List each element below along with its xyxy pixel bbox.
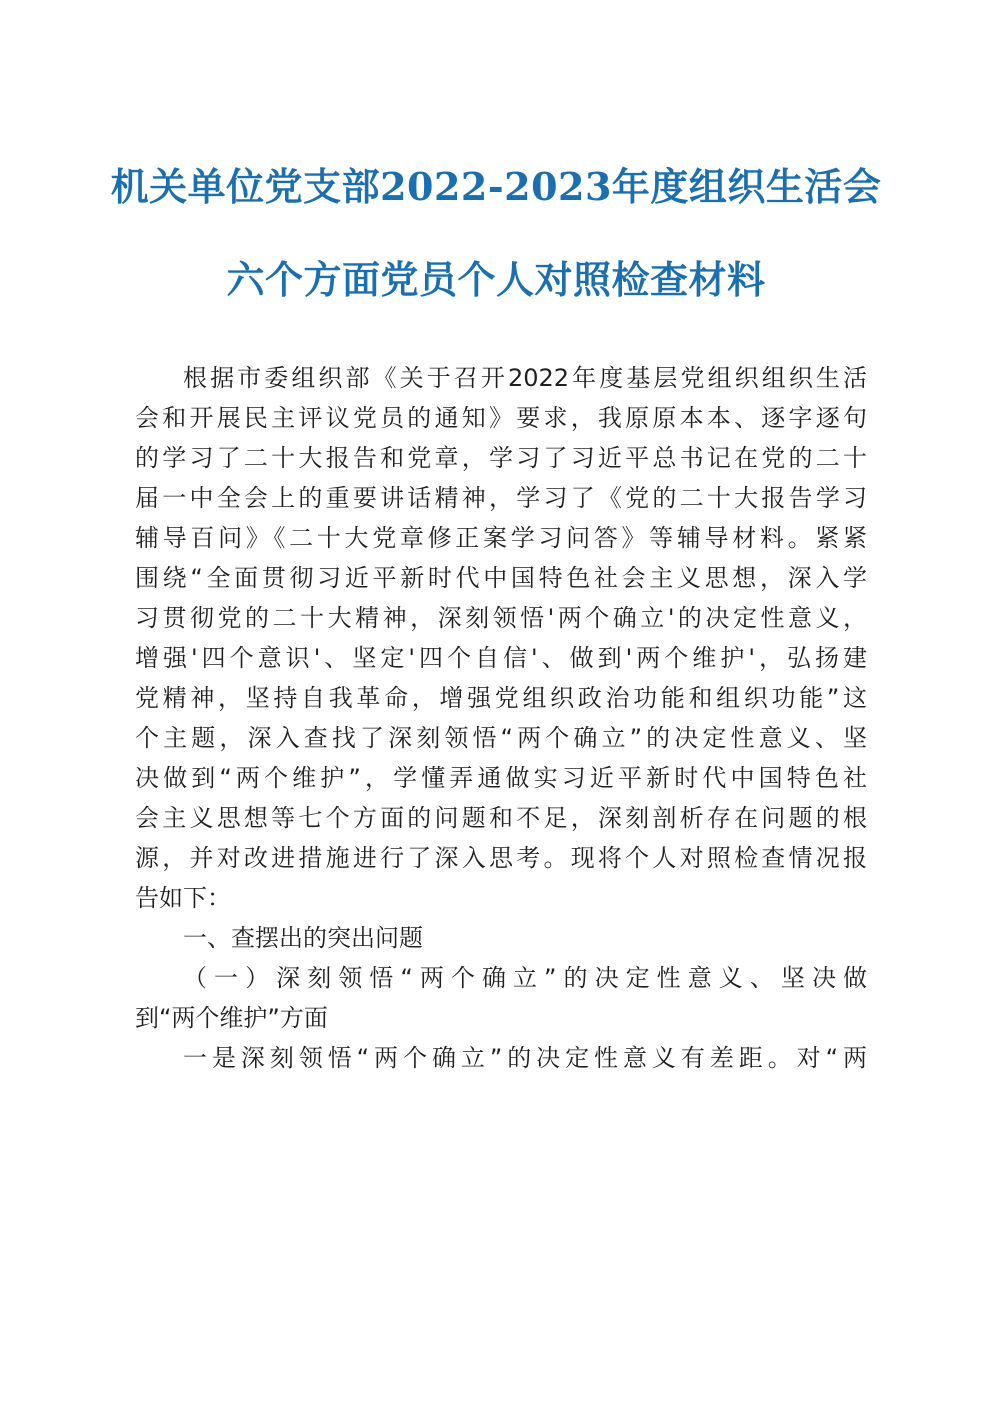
point-line: 一是深刻领悟“两个确立”的决定性意义有差距。对“两 [183,1044,867,1072]
paragraph-line: 增强'四个意识'、坚定'四个自信'、做到'两个维护'，弘扬建 [135,644,867,672]
paragraph-line: 根据市委组织部《关于召开2022年度基层党组织组织生活 [183,364,867,392]
subsection-heading-line: 到“两个维护”方面 [135,1004,328,1032]
paragraph-line: 围绕“全面贯彻习近平新时代中国特色社会主义思想，深入学 [135,564,867,592]
paragraph-line: 辅导百问》《二十大党章修正案学习问答》等辅导材料。紧紧 [135,524,867,552]
paragraph-line: 党精神，坚持自我革命，增强党组织政治功能和组织功能”这 [135,684,867,712]
paragraph-line: 个主题，深入查找了深刻领悟“两个确立”的决定性意义、坚 [135,724,867,752]
paragraph-line: 届一中全会上的重要讲话精神，学习了《党的二十大报告学习 [135,484,867,512]
document-title-line-2: 六个方面党员个人对照检查材料 [226,257,766,302]
document-body [135,358,867,1078]
paragraph-line: 告如下： [135,884,231,912]
section-heading: 一、查摆出的突出问题 [183,924,423,952]
paragraph-line: 会主义思想等七个方面的问题和不足，深刻剖析存在问题的根 [135,804,867,832]
paragraph-line: 会和开展民主评议党员的通知》要求，我原原本本、逐字逐句 [135,404,867,432]
subsection-heading-line: （一）深刻领悟“两个确立”的决定性意义、坚决做 [183,964,867,992]
paragraph-line: 决做到“两个维护”，学懂弄通做实习近平新时代中国特色社 [135,764,867,792]
paragraph-line: 源，并对改进措施进行了深入思考。现将个人对照检查情况报 [135,844,867,872]
paragraph-line: 的学习了二十大报告和党章，学习了习近平总书记在党的二十 [135,444,867,472]
paragraph-line: 习贯彻党的二十大精神，深刻领悟'两个确立'的决定性意义， [135,604,867,632]
document-title-line-1: 机关单位党支部2022-2023年度组织生活会 [110,164,882,209]
